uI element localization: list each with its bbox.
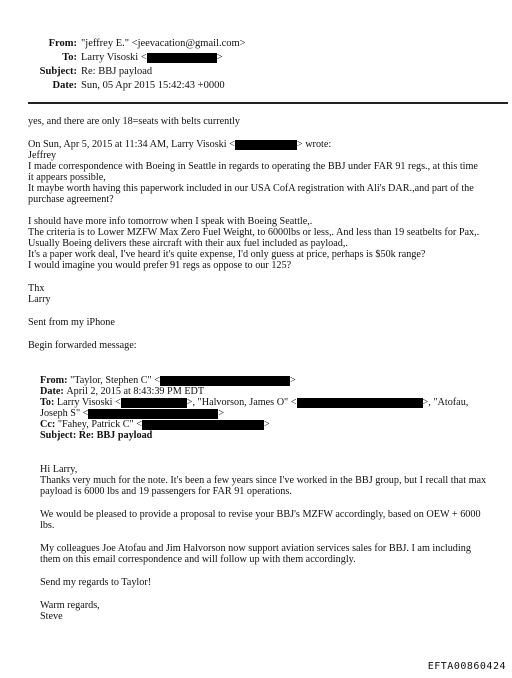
steve-line: We would be pleased to provide a proposal to revise your BBJ's MZFW accordingly, based on OEW + 6000 [40, 509, 481, 520]
header-to-label: To: [62, 52, 77, 63]
fwd-subject-value: Re: BBJ payload [78, 430, 153, 441]
sent-from-line: Sent from my iPhone [28, 317, 115, 328]
steve-line: payload is 6000 lbs and 19 passengers for FAR 91 operations. [40, 486, 292, 497]
header-from-value: "jeffrey E." <jeevacation@gmail.com> [81, 38, 246, 49]
header-to-row [0, 51, 260, 65]
fwd-subject-row [40, 430, 152, 441]
bates-number: EFTA00860424 [427, 661, 506, 672]
fwd-to-row [40, 397, 468, 408]
larry-line: I made correspondence with Boeing in Seattle in regards to operating the BBJ under FAR 91 regs., at this time [28, 161, 478, 172]
quote-intro-suffix: > wrote: [296, 139, 332, 150]
header-date-label: Date: [52, 80, 77, 91]
header-date-row [0, 79, 260, 93]
larry-line: It's a paper work deal, I've heard it's quite expense, I'd only guess at price, perhaps is $50k range? [28, 249, 426, 260]
header-from-row [0, 37, 260, 51]
email-header [0, 37, 260, 93]
fwd-cc-prefix: "Fahey, Patrick C" < [57, 419, 142, 430]
header-subject-label: Subject: [39, 66, 77, 77]
redaction-box [160, 376, 290, 386]
fwd-to-part1: Larry Visoski < [56, 397, 121, 408]
steve-line: lbs. [40, 520, 55, 531]
fwd-to-part3: >, "Atofau, [422, 397, 469, 408]
redaction-box [147, 53, 217, 63]
fwd-date-label: Date: [40, 386, 64, 397]
fwd-cc-row [40, 419, 270, 430]
thx-line: Thx [28, 283, 45, 294]
reply-line: yes, and there are only 18=seats with belts currently [28, 116, 240, 127]
larry-line: I would imagine you would prefer 91 regs as oppose to our 125? [28, 260, 292, 271]
steve-closing: Warm regards, [40, 600, 100, 611]
steve-line: them on this email correspondence and will follow up with them accordingly. [40, 554, 356, 565]
fwd-to-line2-suffix: > [218, 408, 225, 419]
fwd-to-label: To: [40, 397, 55, 408]
header-from-label: From: [48, 38, 77, 49]
steve-line: Thanks very much for the note. It's been a few years since I've worked in the BBJ group, but I recall that max [40, 475, 487, 486]
larry-line: Jeffrey [28, 150, 57, 161]
larry-line: It maybe worth having this paperwork included in our USA CofA registration with Ali's DAR.,and part of the [28, 183, 474, 194]
header-date-value: Sun, 05 Apr 2015 15:42:43 +0000 [81, 80, 225, 91]
redaction-box [121, 398, 187, 408]
larry-line: I should have more info tomorrow when I speak with Boeing Seattle,. [28, 216, 313, 227]
signoff-name: Larry [28, 294, 51, 305]
redaction-box [297, 398, 423, 408]
redaction-box [142, 420, 264, 430]
steve-line: My colleagues Joe Atofau and Jim Halvorson now support aviation services sales for BBJ. I am including [40, 543, 471, 554]
fwd-to-part2: >, "Halvorson, James O" < [186, 397, 297, 408]
fwd-from-prefix: "Taylor, Stephen C" < [70, 375, 160, 386]
header-to-suffix: > [216, 52, 223, 63]
header-subject-value: Re: BBJ payload [81, 66, 153, 77]
begin-forwarded-line: Begin forwarded message: [28, 340, 137, 351]
fwd-from-row [40, 375, 296, 386]
redaction-box [235, 140, 297, 150]
fwd-date-row [40, 386, 204, 397]
header-divider [28, 102, 508, 104]
larry-line: Usually Boeing delivers these aircraft with their aux fuel included as payload,. [28, 238, 348, 249]
header-subject-row [0, 65, 260, 79]
larry-line: The criteria is to Lower MZFW Max Zero Fuel Weight, to 6000lbs or less,. And less than 19 seatbelts for Pax,. [28, 227, 480, 238]
fwd-cc-label: Cc: [40, 419, 56, 430]
header-to-prefix: Larry Visoski < [81, 52, 147, 63]
quote-intro-prefix: On Sun, Apr 5, 2015 at 11:34 AM, Larry Visoski < [28, 139, 235, 150]
steve-name: Steve [40, 611, 63, 622]
fwd-from-label: From: [40, 375, 68, 386]
larry-line: purchase agreement? [28, 194, 114, 205]
fwd-to-row-2 [40, 408, 224, 419]
fwd-to-line2-prefix: Joseph S" < [40, 408, 89, 419]
fwd-from-suffix: > [290, 375, 296, 386]
fwd-date-value: April 2, 2015 at 8:43:39 PM EDT [66, 386, 205, 397]
larry-line: it appears possible, [28, 172, 106, 183]
steve-line: Send my regards to Taylor! [40, 577, 152, 588]
quote-intro [28, 139, 331, 150]
fwd-cc-suffix: > [263, 419, 270, 430]
redaction-box [88, 409, 218, 419]
steve-greeting: Hi Larry, [40, 464, 78, 475]
fwd-subject-label: Subject: [40, 430, 77, 441]
